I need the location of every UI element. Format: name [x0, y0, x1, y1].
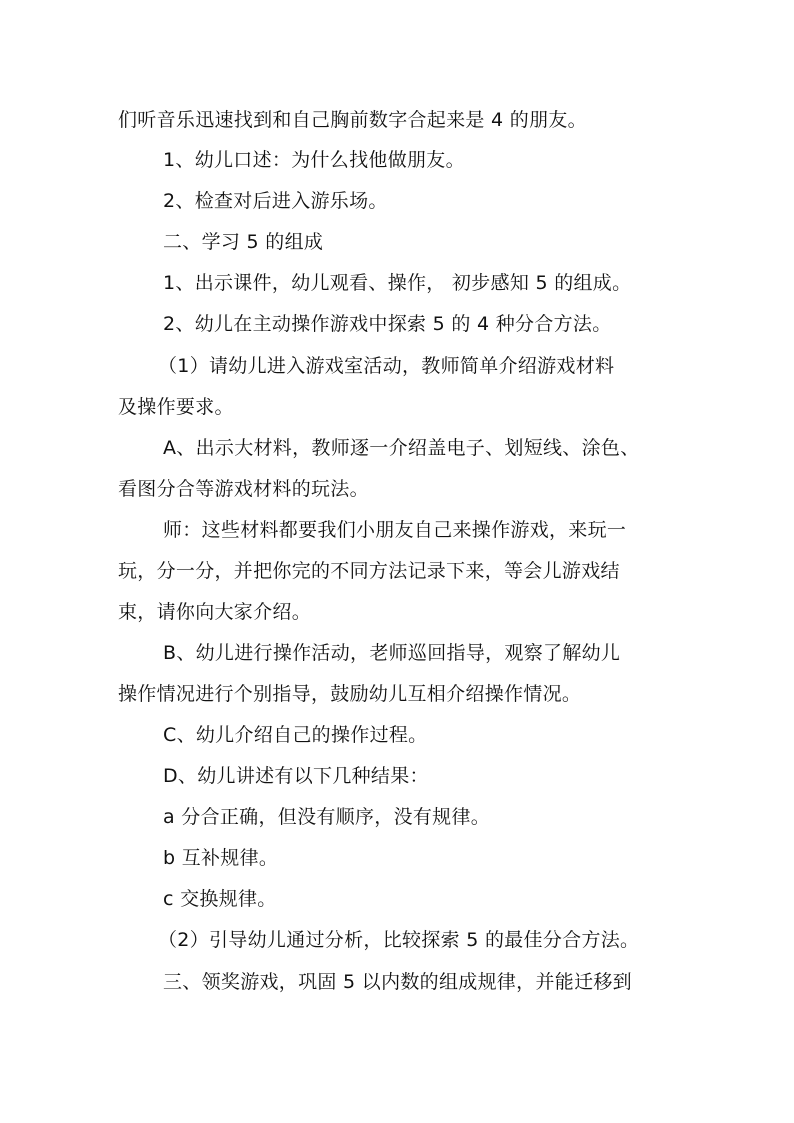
text-line: 师：这些材料都要我们小朋友自己来操作游戏，来玩一	[163, 519, 627, 541]
text-line: B、幼儿进行操作活动，老师巡回指导，观察了解幼儿	[163, 642, 621, 664]
text-line: A、出示大材料，教师逐一介绍盖电子、划短线、涂色、	[163, 437, 640, 459]
text-line: 操作情况进行个别指导，鼓励幼儿互相介绍操作情况。	[118, 683, 582, 705]
text-line: 1、出示课件，幼儿观看、操作， 初步感知 5 的组成。	[163, 272, 632, 294]
text-line: 束，请你向大家介绍。	[118, 601, 312, 623]
text-line: （2）引导幼儿通过分析，比较探索 5 的最佳分合方法。	[158, 929, 640, 951]
text-line: 看图分合等游戏材料的玩法。	[118, 478, 369, 500]
text-line: 2、检查对后进入游乐场。	[163, 190, 388, 212]
list-item: c 交换规律。	[163, 888, 277, 910]
text-line: 玩，分一分，并把你完的不同方法记录下来，等会儿游戏结	[118, 560, 620, 582]
text-line: 及操作要求。	[118, 396, 234, 418]
list-item: b 互补规律。	[163, 847, 279, 869]
list-item: a 分合正确，但没有顺序，没有规律。	[163, 806, 491, 828]
text-line: （1）请幼儿进入游戏室活动，教师简单介绍游戏材料	[158, 355, 615, 377]
text-line: 2、幼儿在主动操作游戏中探索 5 的 4 种分合方法。	[163, 313, 612, 335]
section-heading: 三、领奖游戏，巩固 5 以内数的组成规律，并能迁移到	[163, 971, 632, 993]
text-line: 们听音乐迅速找到和自己胸前数字合起来是 4 的朋友。	[118, 109, 587, 131]
section-heading: 二、学习 5 的组成	[163, 231, 324, 253]
text-line: C、幼儿介绍自己的操作过程。	[163, 724, 428, 746]
text-line: D、幼儿讲述有以下几种结果：	[163, 765, 429, 787]
text-line: 1、幼儿口述：为什么找他做朋友。	[163, 149, 465, 171]
